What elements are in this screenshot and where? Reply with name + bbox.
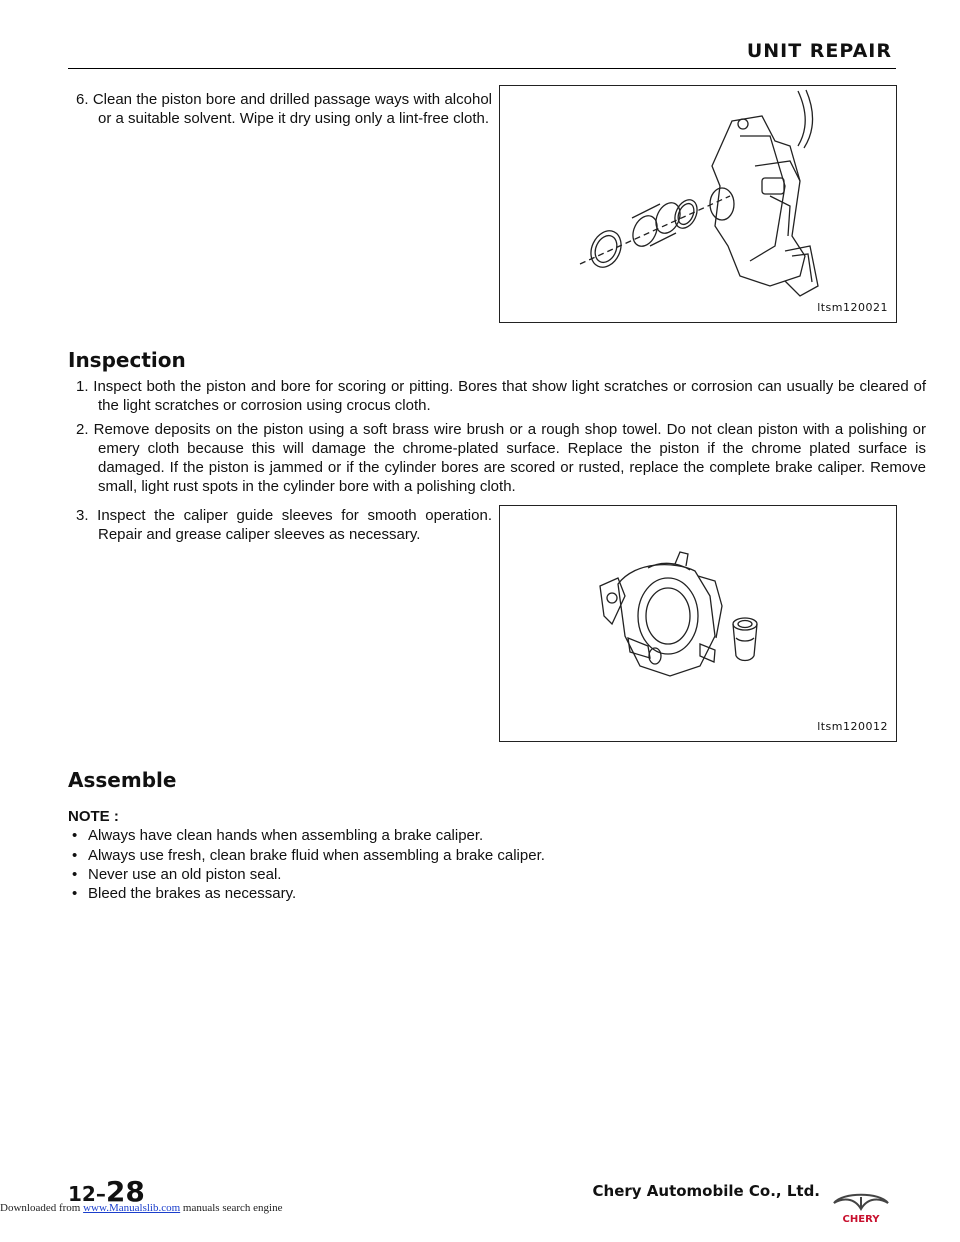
- bullet-text: Bleed the brakes as necessary.: [88, 885, 297, 902]
- logo-text: CHERY: [842, 1214, 880, 1225]
- downloaded-from-label: Downloaded from: [0, 1202, 81, 1214]
- assemble-bullet-4: [72, 884, 296, 903]
- figure-caliper-guide-sleeves: [499, 505, 897, 742]
- bullet-text: Always use fresh, clean brake fluid when assembling a brake caliper.: [88, 847, 545, 864]
- page-number-value: 28: [105, 1175, 145, 1208]
- section-heading-inspection: Inspection: [68, 348, 186, 372]
- bullet-dot: •: [72, 866, 78, 883]
- company-name: Chery Automobile Co., Ltd.: [592, 1182, 820, 1200]
- section-heading-assemble: Assemble: [68, 768, 177, 792]
- download-footer: [0, 1202, 282, 1214]
- header-rule: [68, 68, 896, 69]
- bullet-text: Always have clean hands when assembling a brake caliper.: [88, 827, 484, 844]
- assemble-bullet-1: [72, 826, 483, 845]
- assemble-bullet-3: [72, 865, 281, 884]
- caliper-exploded-illustration: [500, 86, 896, 322]
- inspection-step-1: 1. Inspect both the piston and bore for scoring or pitting. Bores that show light scratches or corrosion can usually be cleared of the light scratches or corrosion using crocus cloth.: [76, 378, 926, 414]
- chery-logo: [828, 1189, 894, 1230]
- manualslib-link[interactable]: www.Manualslib.com: [83, 1202, 181, 1214]
- step-6-text: 6. Clean the piston bore and drilled passage ways with alcohol or a suitable solvent. Wipe it dry using only a lint-free cloth.: [76, 91, 492, 127]
- bullet-dot: •: [72, 847, 78, 864]
- inspection-step-2: 2. Remove deposits on the piston using a soft brass wire brush or a rough shop towel. Do not clean piston with a polishing or emery cloth because this will damage the chrome-plated surface. Replace the piston if the chrome plated surface is damaged. If the piston is jammed or if the cylinder bores are scored or rusted, replace the complete brake caliper. Remove small, light rust spots in the cylinder bore with a polishing cloth.: [76, 421, 926, 495]
- inspection-step-3: 3. Inspect the caliper guide sleeves for smooth operation. Repair and grease caliper sleeves as necessary.: [76, 507, 492, 543]
- note-label: NOTE :: [68, 808, 119, 825]
- figure-code: ltsm120012: [817, 720, 888, 733]
- bullet-dot: •: [72, 827, 78, 844]
- page-header-title: UNIT REPAIR: [746, 40, 892, 62]
- caliper-sleeve-illustration: [500, 506, 896, 741]
- assemble-bullet-2: [72, 846, 545, 865]
- chapter-number: 12–: [68, 1182, 106, 1206]
- figure-caliper-piston-removal: [499, 85, 897, 323]
- figure-code: ltsm120021: [817, 301, 888, 314]
- bullet-dot: •: [72, 885, 78, 902]
- chery-logo-icon: [828, 1189, 894, 1225]
- tagline: manuals search engine: [182, 1202, 283, 1214]
- bullet-text: Never use an old piston seal.: [88, 866, 282, 883]
